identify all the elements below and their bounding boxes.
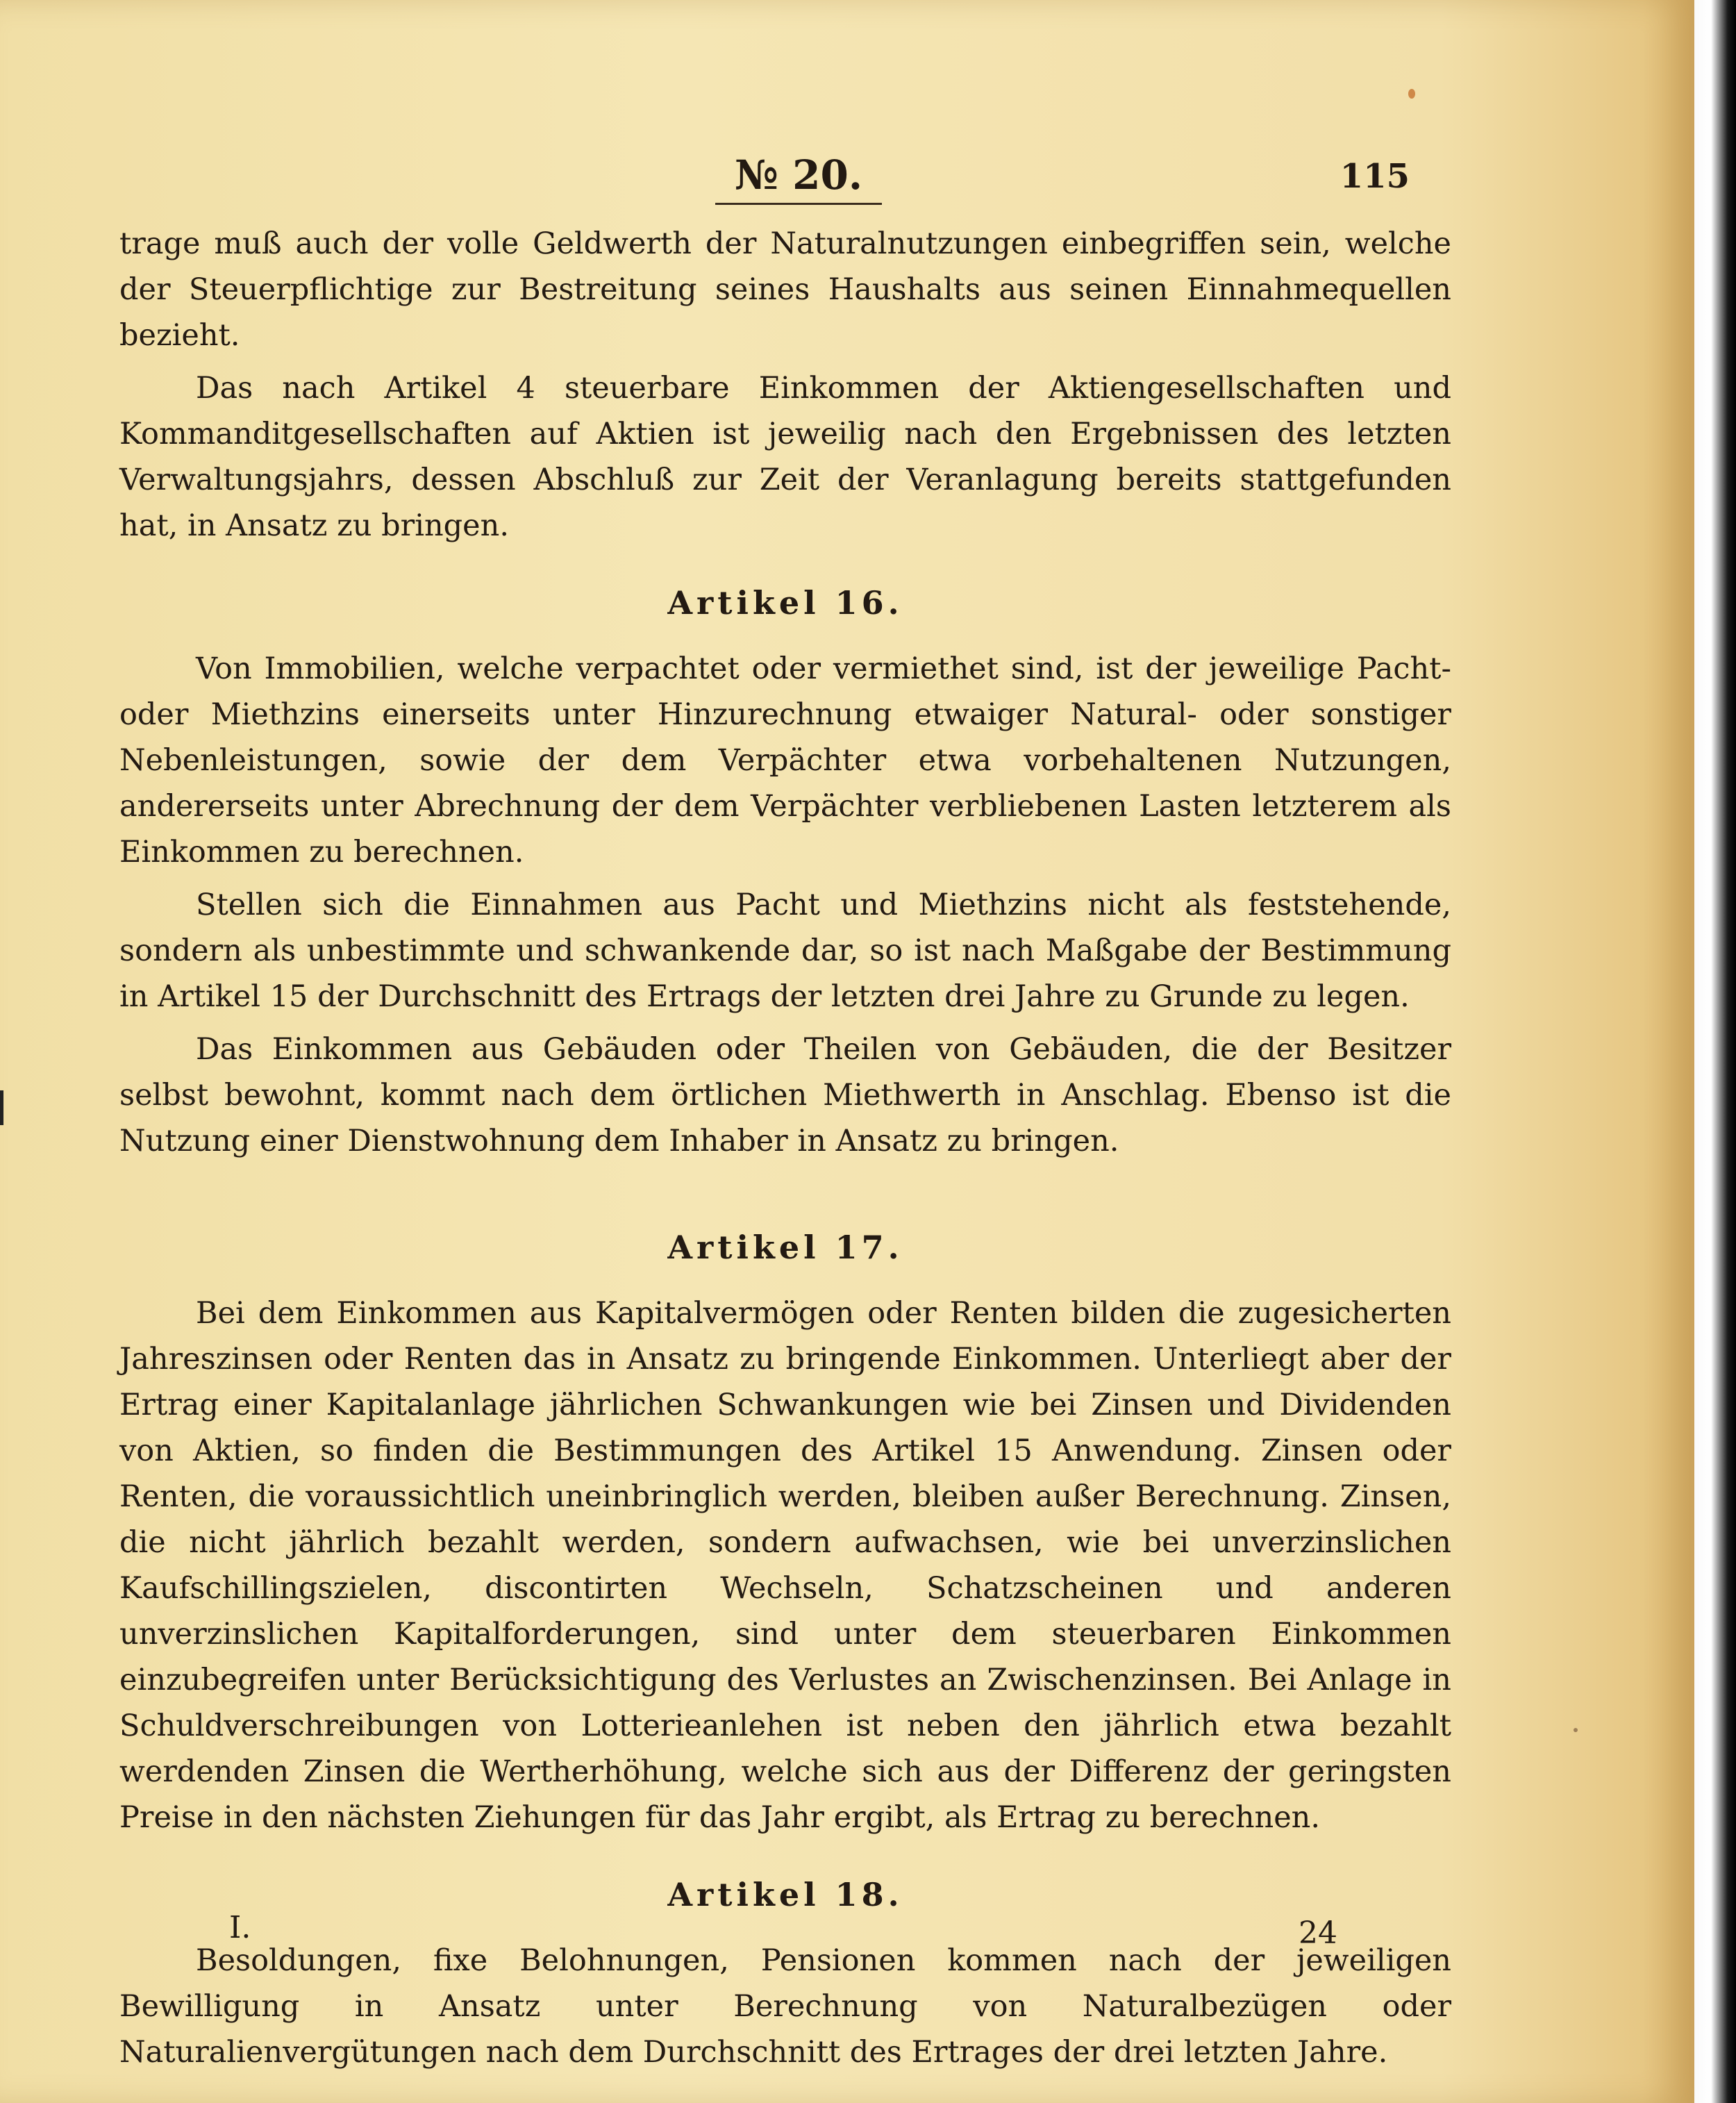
article-17-paragraph-1: Bei dem Einkommen aus Kapitalvermögen oder Renten bilden die zugesicherten Jahreszinsen oder Renten das in Ansatz zu bringende Einkommen. Unterliegt aber der Ertrag einer Kapitalanlage jährlichen Schwankungen wie bei Zinsen und Dividenden von Aktien, so finden die Bestimmungen des Artikel 15 Anwendung. Zinsen oder Renten, die voraussichtlich uneinbringlich werden, bleiben außer Berechnung. Zinsen, die nicht jährlich bezahlt werden, sondern aufwachsen, wie bei unverzinslichen Kaufschillingszielen, discontirten Wechseln, Schatzscheinen und anderen unverzinslichen Kapitalforderungen, sind unter dem steuerbaren Einkommen einzubegreifen unter Berücksichtigung des Verlustes an Zwischenzinsen. Bei Anlage in Schuldverschreibungen von Lotterieanlehen ist neben den jährlich etwa bezahlt werdenden Zinsen die Wertherhöhung, welche sich aus der Differenz der geringsten Preise in den nächsten Ziehungen für das Jahr ergibt, als Ertrag zu berechnen. bbox=[119, 1296, 1451, 1835]
signature-mark: I. bbox=[229, 1910, 251, 1945]
paper-speck bbox=[1408, 89, 1415, 99]
article-18-heading: Artikel 18. bbox=[667, 1876, 903, 1913]
paragraph-continuation: trage muß auch der volle Geldwerth der Naturalnutzungen einbegriffen sein, welche der Steuerpflichtige zur Bestreitung seines Haushalts aus seinen Einnahmequellen bezieht. bbox=[119, 226, 1451, 353]
paragraph-aktien: Das nach Artikel 4 steuerbare Einkommen der Aktiengesellschaften und Kommanditgesellschaften auf Aktien ist jeweilig nach den Ergebnissen des letzten Verwaltungsjahrs, dessen Abschluß zur Zeit der Veranlagung bereits stattgefunden hat, in Ansatz zu bringen. bbox=[119, 371, 1451, 543]
page-edge-mark bbox=[0, 1090, 3, 1125]
article-16-paragraph-3: Das Einkommen aus Gebäuden oder Theilen von Gebäuden, die der Besitzer selbst bewohnt, kommt nach dem örtlichen Miethwerth in Anschlag. Ebenso ist die Nutzung einer Dienstwohnung dem Inhaber in Ansatz zu bringen. bbox=[119, 1032, 1451, 1158]
article-16-paragraph-1: Von Immobilien, welche verpachtet oder vermiethet sind, ist der jeweilige Pacht- oder Miethzins einerseits unter Hinzurechnung etwaiger Natural- oder sonstiger Nebenleistungen, sowie der dem Verpächter etwa vorbehaltenen Nutzungen, andererseits unter Abrechnung der dem Verpächter verbliebenen Lasten letzterem als Einkommen zu berechnen. bbox=[119, 651, 1451, 870]
issue-number: № 20. bbox=[715, 151, 882, 205]
sheet-number: 24 bbox=[1299, 1915, 1337, 1951]
article-17-heading: Artikel 17. bbox=[667, 1229, 903, 1266]
article-16-heading: Artikel 16. bbox=[667, 584, 903, 622]
paper-speck bbox=[1574, 1728, 1578, 1732]
document-body bbox=[119, 221, 1451, 2082]
page-number: 115 bbox=[1339, 157, 1410, 196]
article-18-paragraph-1: Besoldungen, fixe Belohnungen, Pensionen kommen nach der jeweiligen Bewilligung in Ansatz unter Berechnung von Naturalbezügen oder Naturalienvergütungen nach dem Durchschnitt des Ertrages der drei letzten Jahre. bbox=[119, 1943, 1451, 2070]
page-header bbox=[118, 151, 1410, 207]
scan-edge bbox=[1694, 0, 1736, 2103]
article-16-paragraph-2: Stellen sich die Einnahmen aus Pacht und Miethzins nicht als feststehende, sondern als unbestimmte und schwankende dar, so ist nach Maßgabe der Bestimmung in Artikel 15 der Durchschnitt des Ertrags der letzten drei Jahre zu Grunde zu legen. bbox=[119, 888, 1451, 1014]
